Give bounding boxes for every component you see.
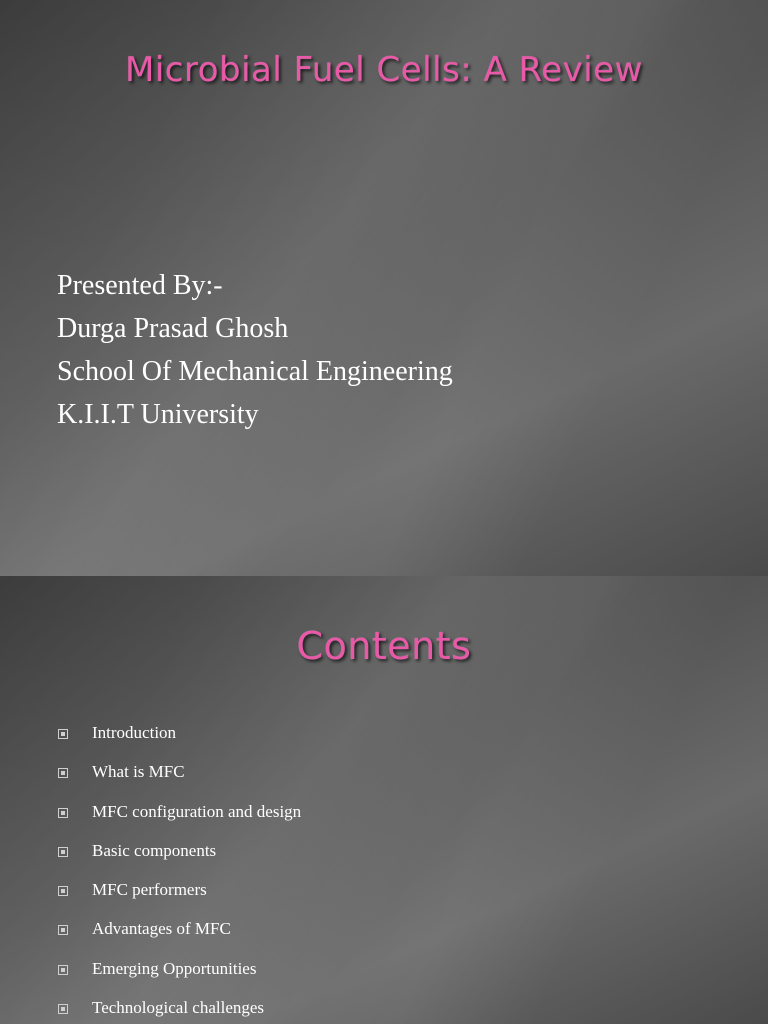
list-item: [58, 918, 301, 957]
contents-list: [58, 722, 301, 1024]
square-bullet-icon: [58, 1004, 68, 1014]
square-bullet-icon: [58, 965, 68, 975]
list-item-label: Advantages of MFC: [92, 919, 231, 939]
square-bullet-icon: [58, 847, 68, 857]
contents-slide: [0, 576, 768, 1024]
list-item-label: What is MFC: [92, 762, 185, 782]
square-bullet-icon: [58, 886, 68, 896]
list-item-label: Emerging Opportunities: [92, 958, 257, 978]
list-item: [58, 722, 301, 761]
list-item: [58, 840, 301, 879]
presenter-name: Durga Prasad Ghosh: [57, 313, 289, 344]
list-item-label: MFC configuration and design: [92, 801, 302, 821]
presenter-line: Presented By:-: [57, 270, 223, 301]
square-bullet-icon: [58, 925, 68, 935]
presenter-school: School Of Mechanical Engineering: [57, 356, 453, 387]
presenter-university: K.I.I.T University: [57, 399, 259, 430]
square-bullet-icon: [58, 729, 68, 739]
square-bullet-icon: [58, 808, 68, 818]
list-item: [58, 997, 301, 1024]
list-item: [58, 958, 301, 997]
slide-title: Contents: [296, 624, 472, 668]
list-item-label: MFC performers: [92, 880, 207, 900]
list-item: [58, 801, 301, 840]
list-item-label: Introduction: [92, 723, 177, 742]
presenter-block: [57, 264, 453, 436]
list-item: [58, 879, 301, 918]
slide-title: Microbial Fuel Cells: A Review: [125, 50, 643, 90]
list-item: [58, 761, 301, 800]
square-bullet-icon: [58, 768, 68, 778]
list-item-label: Technological challenges: [92, 998, 265, 1018]
list-item-label: Basic components: [92, 840, 217, 860]
